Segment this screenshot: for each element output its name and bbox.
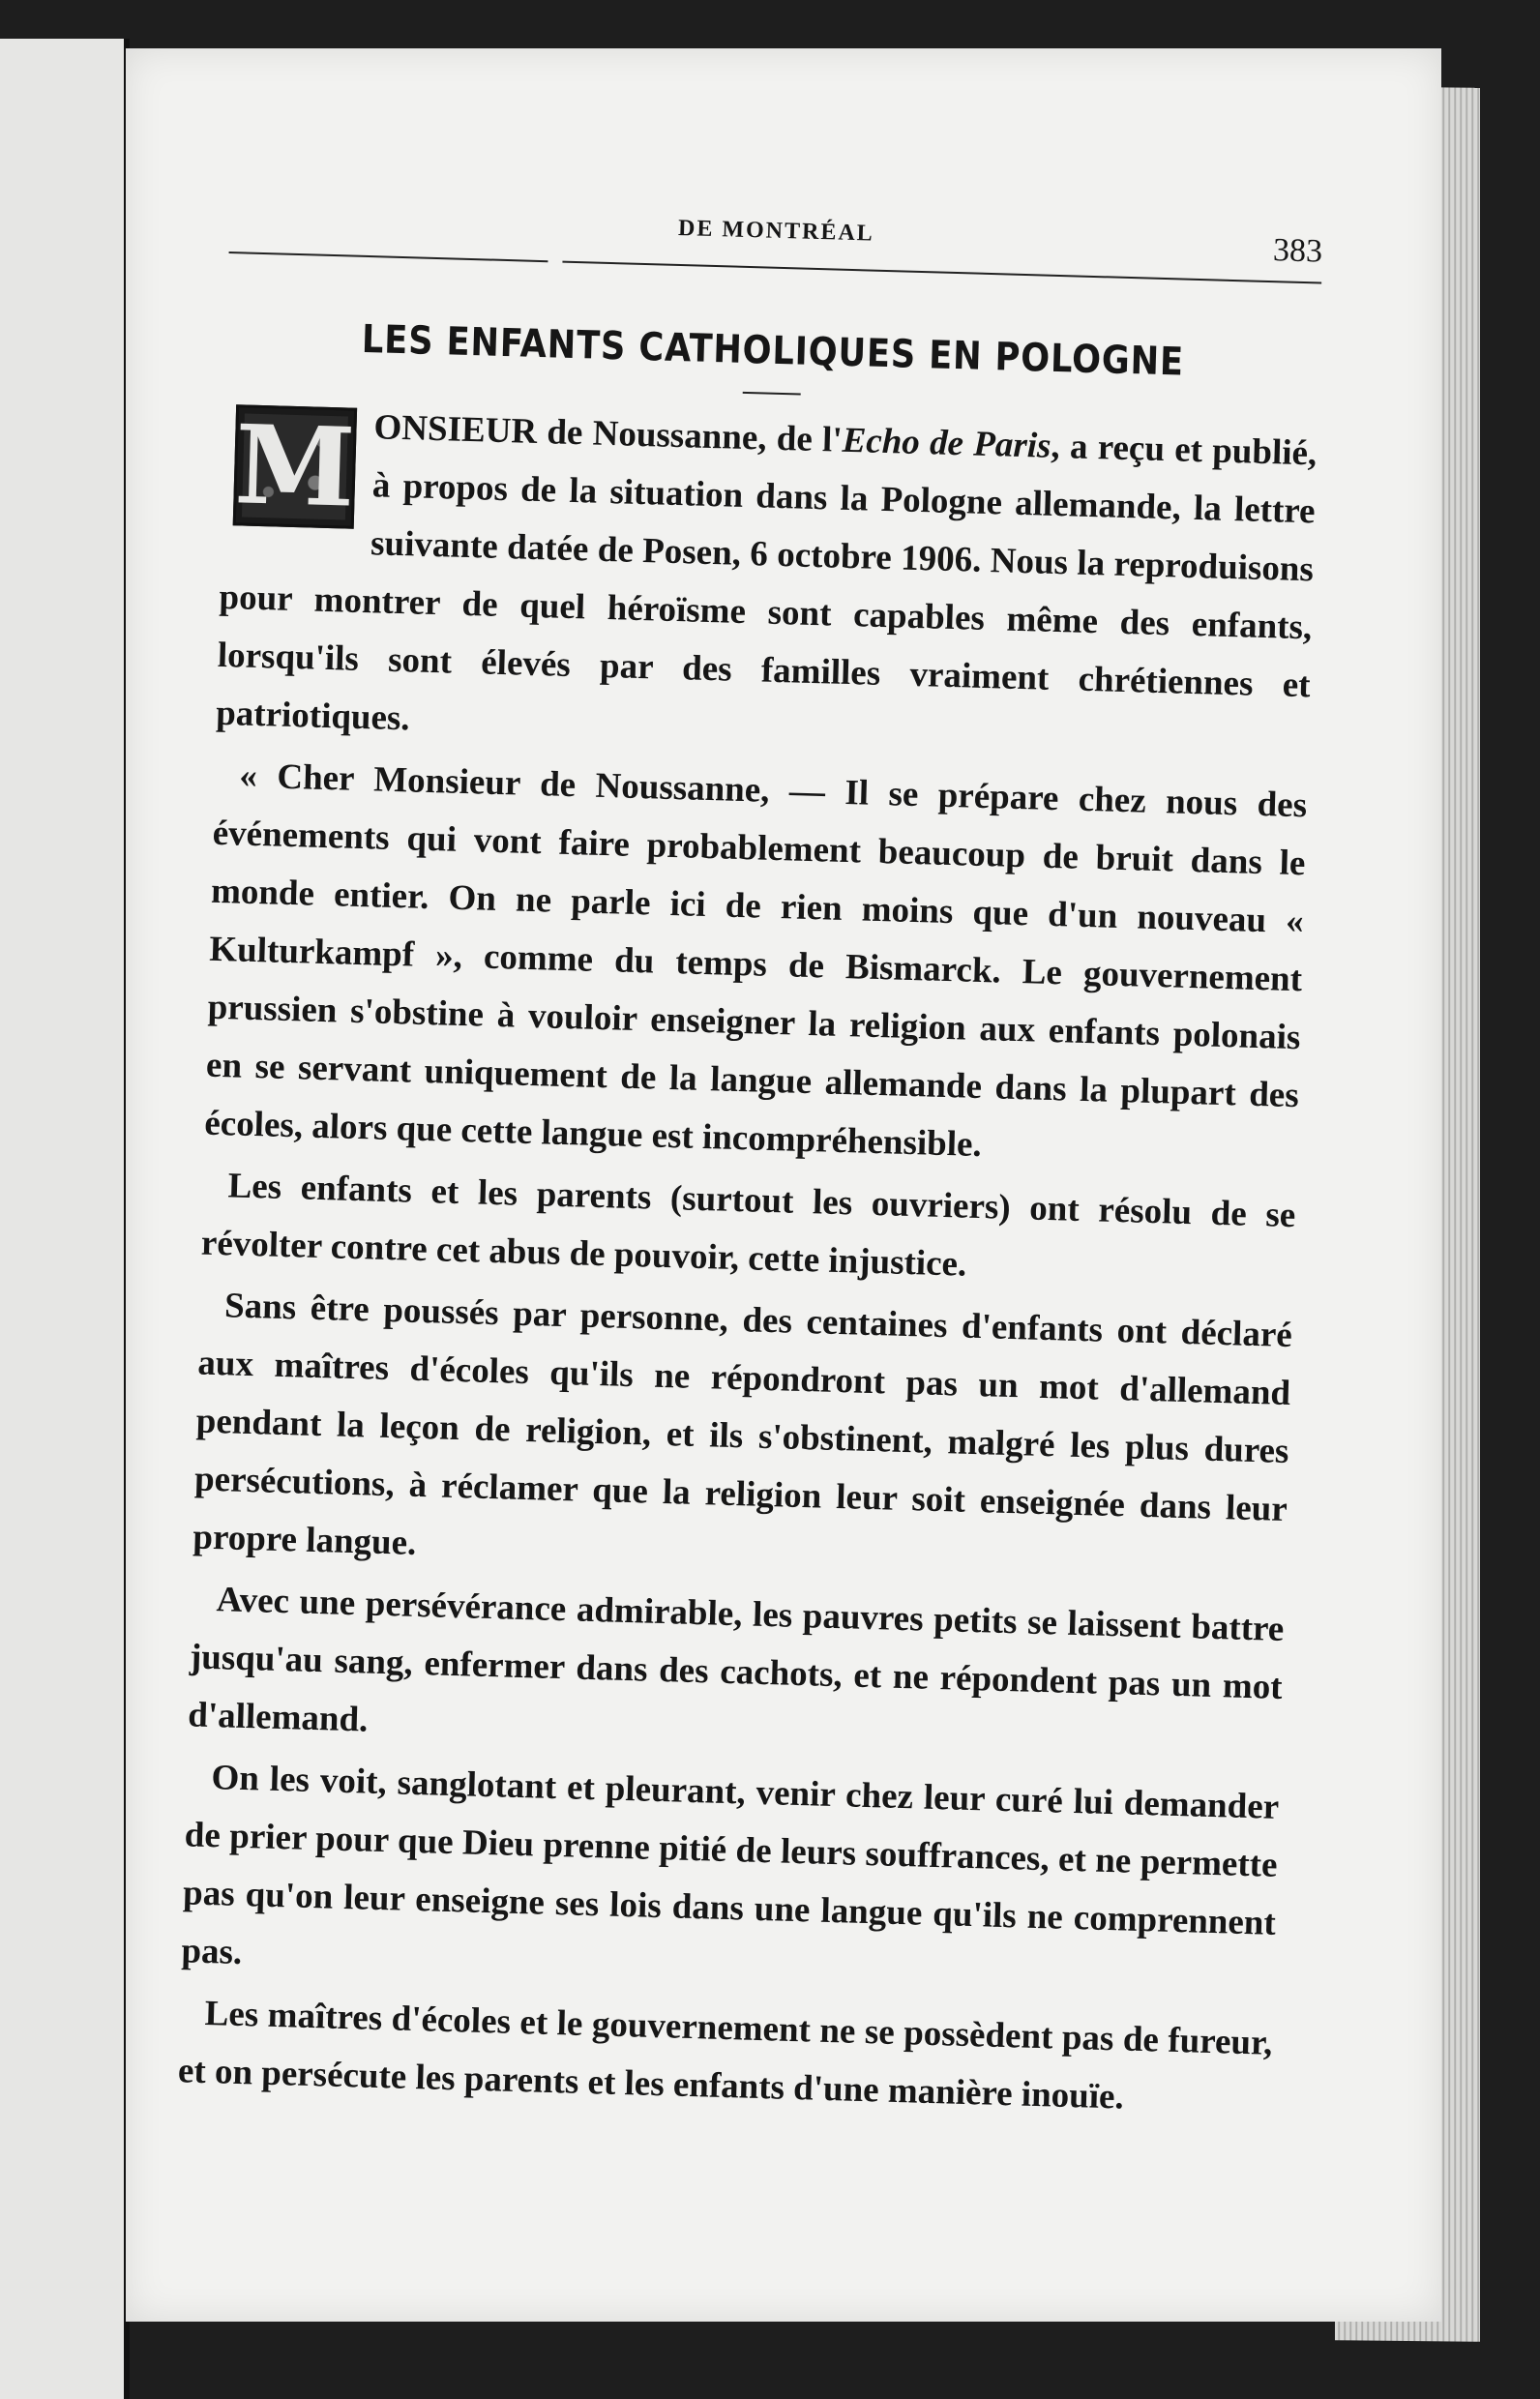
page-number: 383 bbox=[1272, 232, 1323, 270]
intro-text-2: , a reçu et publié, à propos de la situation dans la Pologne allemande, la lettre suivante datée de Posen, 6 octobre 1906. Nous la reproduisons pour montrer de quel héroïsme sont capables même des enfants, lorsqu'ils sont élevés par des familles vraiment chrétiennes et patriotiques. bbox=[215, 426, 1318, 739]
page-content bbox=[177, 203, 1322, 2131]
publication-name: Echo de Paris bbox=[842, 420, 1052, 466]
paragraph-intro bbox=[215, 395, 1318, 773]
running-title: DE MONTRÉAL bbox=[677, 215, 875, 247]
header-rule-right bbox=[562, 261, 1321, 284]
paragraph: Sans être poussés par personne, des centaines d'enfants ont déclaré aux maîtres d'écoles qu'ils ne répondront pas un mot d'allemand pendant la leçon de religion, et ils s'obstinent, malgré les plus dures persécutions, à réclamer que la religion leur soit enseignée dans leur propre langue. bbox=[192, 1286, 1293, 1563]
paragraph: Avec une persévérance admirable, les pauvres petits se laissent battre jusqu'au sang, enfermer dans des cachots, et ne répondent pas un mot d'allemand. bbox=[187, 1580, 1285, 1740]
previous-page-edge bbox=[0, 39, 130, 2399]
intro-text-1: de Noussanne, de l' bbox=[536, 411, 844, 460]
title-rule bbox=[743, 392, 801, 396]
paragraph: Les enfants et les parents (surtout les ouvriers) ont résolu de se révolter contre cet abus de pouvoir, cette injustice. bbox=[200, 1166, 1296, 1285]
book-page bbox=[126, 48, 1441, 2322]
paragraph: On les voit, sanglotant et pleurant, venir chez leur curé lui demander de prier pour que Dieu prenne pitié de leurs souffrances, et ne permette pas qu'on leur enseigne ses lois dans une langue qu'ils ne comprennent pas. bbox=[180, 1758, 1280, 1973]
ornamental-dropcap bbox=[233, 400, 357, 532]
paragraph: Les maîtres d'écoles et le gouvernement ne se possèdent pas de fureur, et on persécute les parents et les enfants d'une manière inouïe. bbox=[177, 1994, 1273, 2118]
header-rule-left bbox=[229, 252, 548, 262]
intro-lead-word: ONSIEUR bbox=[373, 407, 538, 452]
paragraph: « Cher Monsieur de Noussanne, — Il se prépare chez nous des événements qui vont faire probablement beaucoup de bruit dans le monde entier. On ne parle ici de rien moins que d'un nouveau « Kulturkampf », comme du temps de Bismarck. Le gouvernement prussien s'obstine à vouloir enseigner la religion aux enfants polonais en se servant uniquement de la langue allemande dans la plupart des écoles, alors que cette langue est incompréhensible. bbox=[203, 755, 1308, 1166]
dropcap-letter: M bbox=[233, 400, 357, 532]
running-header bbox=[228, 203, 1323, 302]
article-body bbox=[177, 395, 1318, 2131]
article-title: LES ENFANTS CATHOLIQUES EN POLOGNE bbox=[361, 316, 1185, 385]
